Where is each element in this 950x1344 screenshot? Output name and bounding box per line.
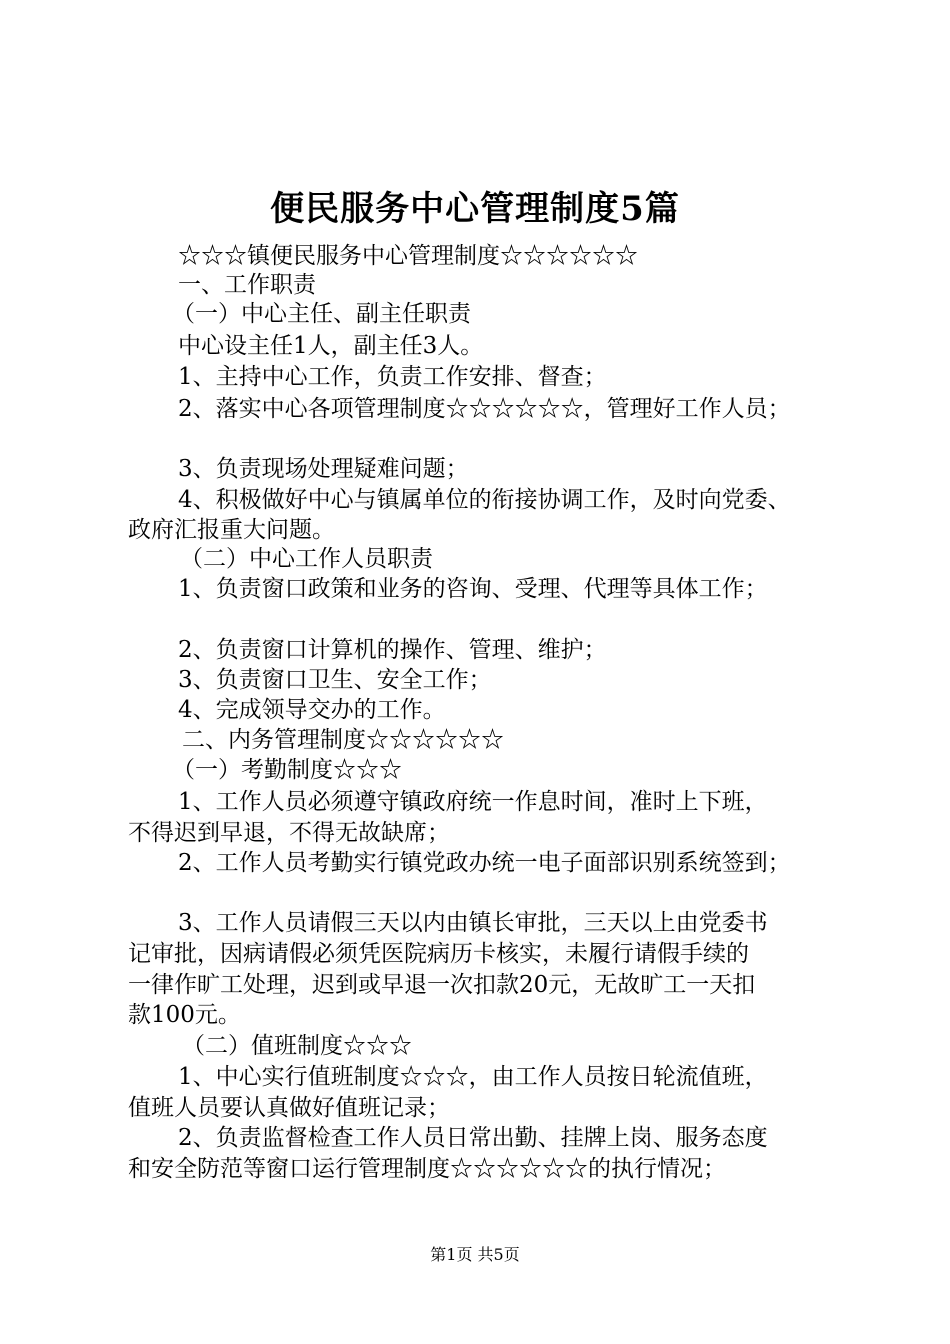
- document-line: 2、落实中心各项管理制度☆☆☆☆☆☆，管理好工作人员；: [178, 396, 791, 422]
- document-line: 中心设主任1人，副主任3人。: [178, 333, 484, 359]
- document-line: 和安全防范等窗口运行管理制度☆☆☆☆☆☆的执行情况；: [128, 1156, 726, 1182]
- document-line: ☆☆☆镇便民服务中心管理制度☆☆☆☆☆☆: [178, 243, 638, 269]
- document-line: （二）中心工作人员职责: [180, 546, 433, 572]
- document-line: 3、负责现场处理疑难问题；: [178, 456, 469, 482]
- document-line: 款100元。: [128, 1002, 241, 1028]
- document-line: 1、负责窗口政策和业务的咨询、受理、代理等具体工作；: [178, 576, 768, 602]
- document-line: 二、内务管理制度☆☆☆☆☆☆: [182, 727, 504, 753]
- document-line: 4、完成领导交办的工作。: [178, 697, 446, 723]
- document-title: 便民服务中心管理制度5篇: [270, 189, 680, 229]
- document-line: 2、负责窗口计算机的操作、管理、维护；: [178, 637, 607, 663]
- document-line: 不得迟到早退，不得无故缺席；: [128, 820, 450, 846]
- document-line: 一律作旷工处理，迟到或早退一次扣款20元，无故旷工一天扣: [128, 972, 756, 998]
- document-line: 4、积极做好中心与镇属单位的衔接协调工作，及时向党委、: [178, 487, 791, 513]
- document-line: 3、负责窗口卫生、安全工作；: [178, 667, 492, 693]
- document-line: 2、工作人员考勤实行镇党政办统一电子面部识别系统签到；: [178, 850, 791, 876]
- document-line: 一、工作职责: [178, 272, 316, 298]
- document-line: 政府汇报重大问题。: [128, 517, 335, 543]
- document-line: 1、工作人员必须遵守镇政府统一作息时间，准时上下班，: [178, 789, 768, 815]
- document-line: 1、主持中心工作，负责工作安排、督查；: [178, 364, 607, 390]
- document-line: 记审批，因病请假必须凭医院病历卡核实，未履行请假手续的: [128, 941, 749, 967]
- document-line: （二）值班制度☆☆☆: [182, 1033, 412, 1059]
- document-line: 1、中心实行值班制度☆☆☆，由工作人员按日轮流值班，: [178, 1064, 768, 1090]
- document-line: （一）考勤制度☆☆☆: [172, 757, 402, 783]
- document-line: 3、工作人员请假三天以内由镇长审批，三天以上由党委书: [178, 910, 768, 936]
- document-line: （一）中心主任、副主任职责: [172, 301, 471, 327]
- document-line: 2、负责监督检查工作人员日常出勤、挂牌上岗、服务态度: [178, 1125, 768, 1151]
- page-footer: 第1页 共5页: [430, 1245, 520, 1264]
- document-line: 值班人员要认真做好值班记录；: [128, 1095, 450, 1121]
